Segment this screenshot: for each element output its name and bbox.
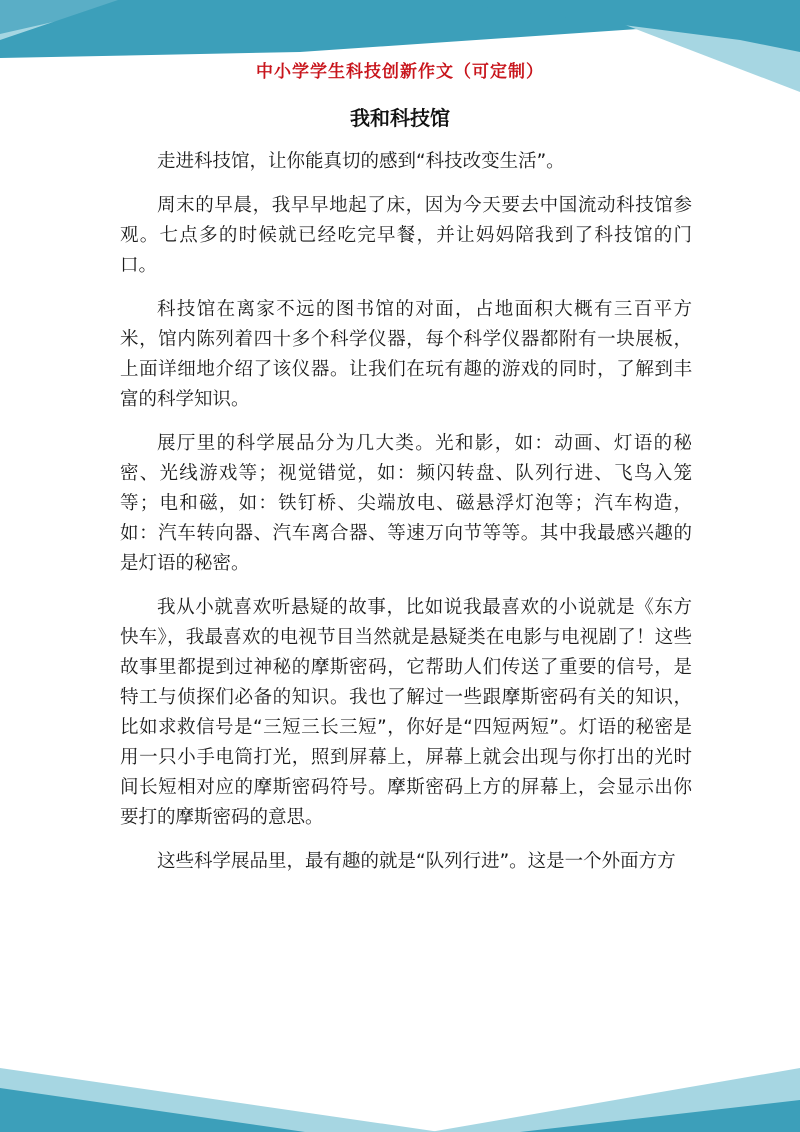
bottom-right-band-light [430, 1068, 800, 1132]
top-band-dark [0, 0, 800, 58]
paragraph: 这些科学展品里，最有趣的就是“队列行进”。这是一个外面方方 [157, 851, 676, 872]
paragraph: 科技馆在离家不远的图书馆的对面，占地面积大概有三百平方米，馆内陈列着四十多个科学仪器，每个科学仪器都附有一块展板，上面详细地介绍了该仪器。让我们在玩有趣的游戏的同时，了解到丰富的科学知识。 [120, 299, 692, 410]
top-left-band-light [0, 0, 205, 58]
series-header: 中小学学生科技创新作文（可定制） [256, 62, 544, 82]
top-right-band-dark [430, 0, 800, 52]
paragraph: 周末的早晨，我早早地起了床，因为今天要去中国流动科技馆参观。七点多的时候就已经吃完早餐，并让妈妈陪我到了科技馆的门口。 [120, 195, 692, 276]
bottom-left-band-dark [0, 1088, 305, 1132]
top-left-band-dark [0, 0, 150, 34]
paragraph: 走进科技馆，让你能真切的感到“科技改变生活”。 [157, 151, 565, 172]
paragraph: 我从小就喜欢听悬疑的故事，比如说我最喜欢的小说就是《东方快车》，我最喜欢的电视节目当然就是悬疑类在电影与电视剧了！这些故事里都提到过神秘的摩斯密码，它帮助人们传送了重要的信号，是特工与侦探们必备的知识。我也了解过一些跟摩斯密码有关的知识，比如求救信号是“三短三长三短”，你好是“四短两短”。灯语的秘密是用一只小手电筒打光，照到屏幕上，屏幕上就会出现与你打出的光时间长短相对应的摩斯密码符号。摩斯密码上方的屏幕上，会显示出你要打的摩斯密码的意思。 [120, 597, 692, 828]
article-title: 我和科技馆 [350, 106, 450, 130]
bottom-left-band-light [0, 1068, 440, 1132]
article-body [120, 147, 692, 891]
paragraph: 展厅里的科学展品分为几大类。光和影，如：动画、灯语的秘密、光线游戏等；视觉错觉，如：频闪转盘、队列行进、飞鸟入笼等；电和磁，如：铁钉桥、尖端放电、磁悬浮灯泡等；汽车构造，如：汽车转向器、汽车离合器、等速万向节等等。其中我最感兴趣的是灯语的秘密。 [120, 433, 692, 574]
bottom-right-band-dark [520, 1100, 800, 1132]
